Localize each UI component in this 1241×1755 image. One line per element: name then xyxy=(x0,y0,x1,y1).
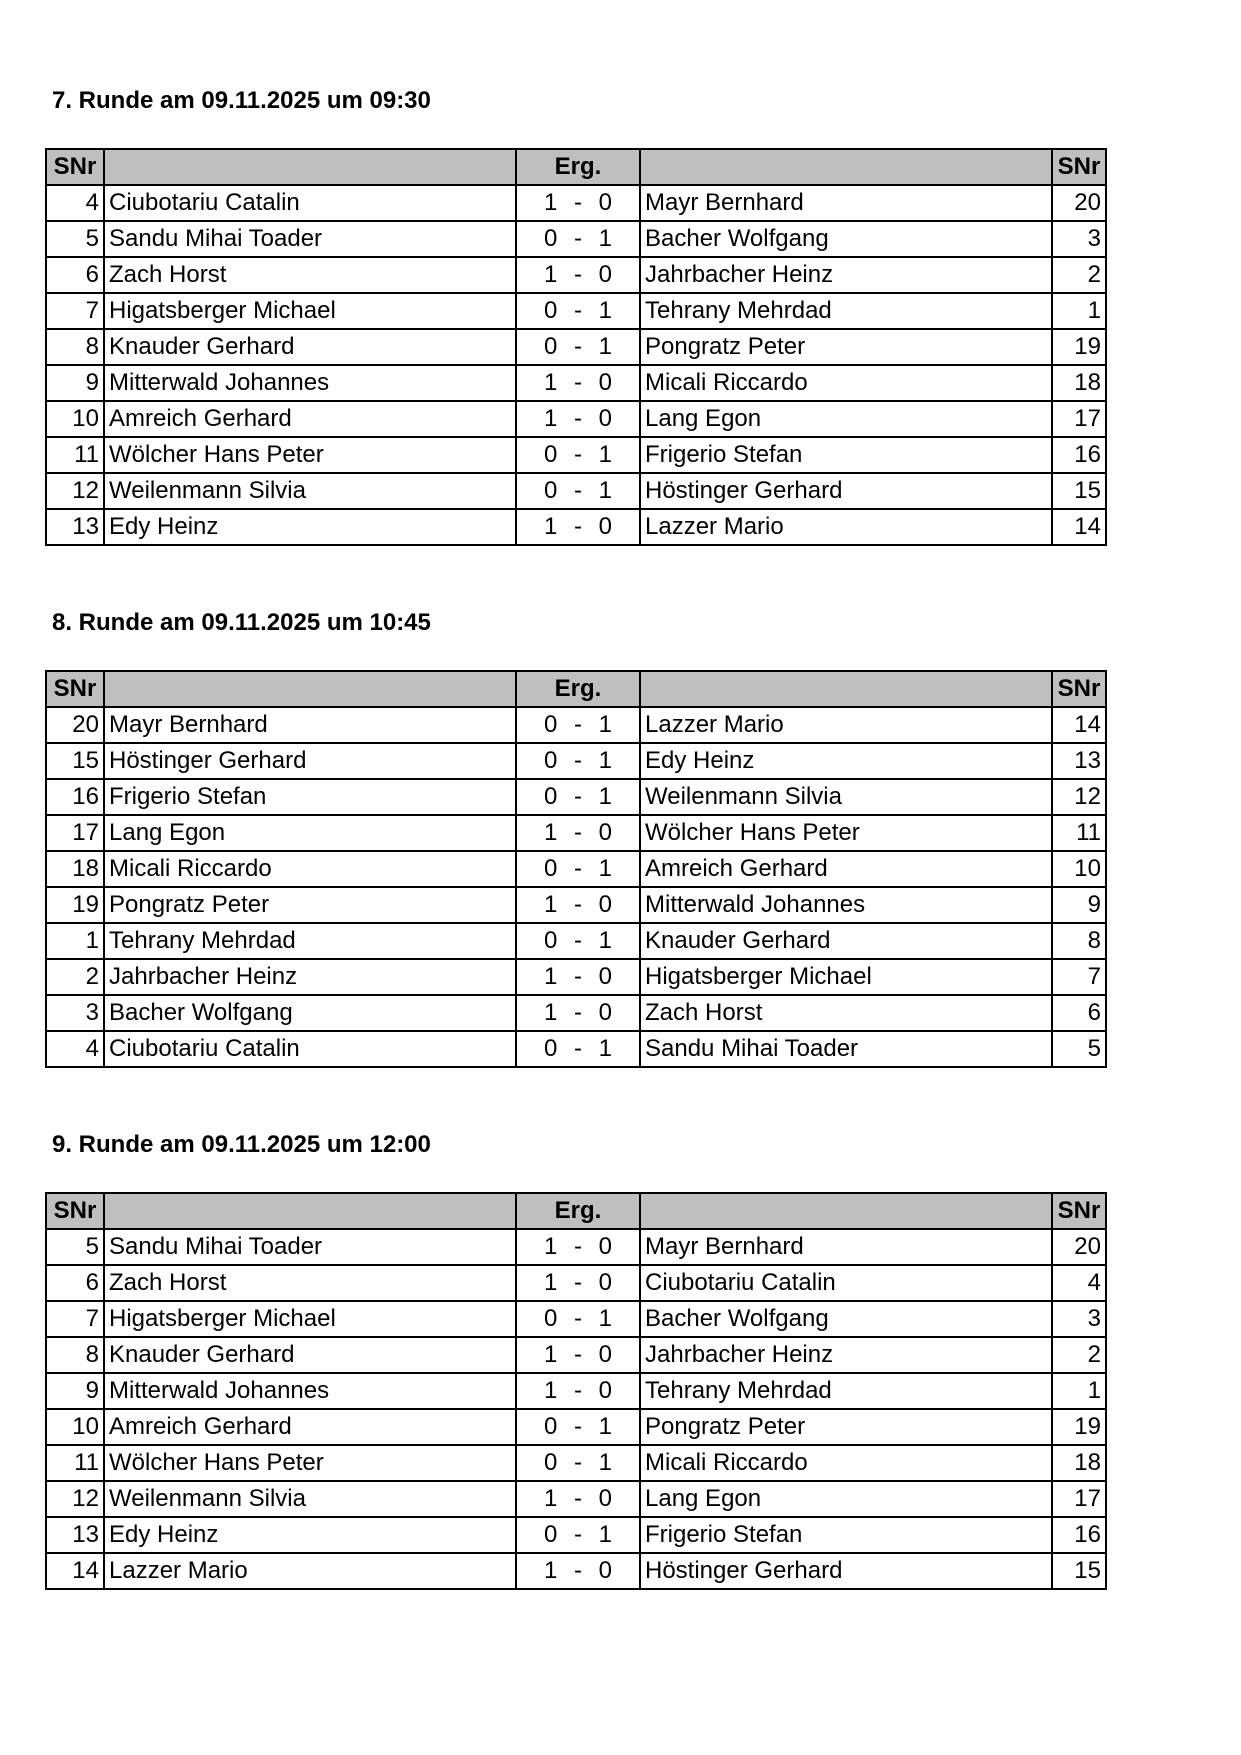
snr-right-cell: 7 xyxy=(1052,959,1106,995)
player-left-cell: Knauder Gerhard xyxy=(104,1337,516,1373)
table-row xyxy=(46,365,1106,401)
result-cell xyxy=(516,401,640,437)
player-right-cell: Mayr Bernhard xyxy=(640,1229,1052,1265)
result-text: 1 - 0 xyxy=(543,261,613,288)
snr-left-cell: 8 xyxy=(46,1337,104,1373)
result-text: 0 - 1 xyxy=(543,1035,613,1062)
header-snr-left: SNr xyxy=(46,149,104,185)
player-left-cell: Frigerio Stefan xyxy=(104,779,516,815)
result-cell xyxy=(516,437,640,473)
table-header-row xyxy=(46,149,1106,185)
result-cell xyxy=(516,1301,640,1337)
table-row xyxy=(46,923,1106,959)
table-row xyxy=(46,743,1106,779)
table-row xyxy=(46,1445,1106,1481)
header-snr-right: SNr xyxy=(1052,671,1106,707)
snr-right-cell: 19 xyxy=(1052,329,1106,365)
snr-left-cell: 11 xyxy=(46,1445,104,1481)
player-left-cell: Lang Egon xyxy=(104,815,516,851)
header-snr-left: SNr xyxy=(46,671,104,707)
snr-right-cell: 15 xyxy=(1052,473,1106,509)
snr-left-cell: 12 xyxy=(46,1481,104,1517)
snr-left-cell: 14 xyxy=(46,1553,104,1589)
snr-left-cell: 2 xyxy=(46,959,104,995)
snr-right-cell: 12 xyxy=(1052,779,1106,815)
result-cell xyxy=(516,923,640,959)
player-left-cell: Jahrbacher Heinz xyxy=(104,959,516,995)
player-left-cell: Zach Horst xyxy=(104,1265,516,1301)
player-right-cell: Tehrany Mehrdad xyxy=(640,1373,1052,1409)
round-title: 9. Runde am 09.11.2025 um 12:00 xyxy=(52,1131,431,1158)
result-text: 0 - 1 xyxy=(543,1305,613,1332)
result-cell xyxy=(516,887,640,923)
result-cell xyxy=(516,1031,640,1067)
result-text: 1 - 0 xyxy=(543,405,613,432)
player-right-cell: Edy Heinz xyxy=(640,743,1052,779)
snr-left-cell: 1 xyxy=(46,923,104,959)
snr-right-cell: 8 xyxy=(1052,923,1106,959)
result-cell xyxy=(516,473,640,509)
player-left-cell: Micali Riccardo xyxy=(104,851,516,887)
result-cell xyxy=(516,1409,640,1445)
pairings-table xyxy=(45,670,1107,1068)
result-text: 1 - 0 xyxy=(543,1557,613,1584)
result-text: 0 - 1 xyxy=(543,441,613,468)
player-right-cell: Ciubotariu Catalin xyxy=(640,1265,1052,1301)
header-name-right xyxy=(640,149,1052,185)
result-cell xyxy=(516,707,640,743)
player-right-cell: Bacher Wolfgang xyxy=(640,221,1052,257)
player-right-cell: Lazzer Mario xyxy=(640,509,1052,545)
result-text: 0 - 1 xyxy=(543,333,613,360)
table-row xyxy=(46,1301,1106,1337)
result-text: 1 - 0 xyxy=(543,1485,613,1512)
player-right-cell: Lang Egon xyxy=(640,1481,1052,1517)
table-row xyxy=(46,185,1106,221)
snr-right-cell: 16 xyxy=(1052,1517,1106,1553)
result-cell xyxy=(516,329,640,365)
player-right-cell: Wölcher Hans Peter xyxy=(640,815,1052,851)
player-left-cell: Bacher Wolfgang xyxy=(104,995,516,1031)
snr-right-cell: 10 xyxy=(1052,851,1106,887)
snr-right-cell: 2 xyxy=(1052,257,1106,293)
table-row xyxy=(46,1265,1106,1301)
player-left-cell: Amreich Gerhard xyxy=(104,401,516,437)
round-title: 7. Runde am 09.11.2025 um 09:30 xyxy=(52,87,431,114)
result-text: 0 - 1 xyxy=(543,1413,613,1440)
pairings-table xyxy=(45,1192,1107,1590)
result-text: 0 - 1 xyxy=(543,711,613,738)
snr-left-cell: 9 xyxy=(46,365,104,401)
snr-right-cell: 15 xyxy=(1052,1553,1106,1589)
result-cell xyxy=(516,293,640,329)
table-row xyxy=(46,779,1106,815)
snr-right-cell: 3 xyxy=(1052,221,1106,257)
player-right-cell: Lang Egon xyxy=(640,401,1052,437)
snr-left-cell: 18 xyxy=(46,851,104,887)
snr-right-cell: 1 xyxy=(1052,293,1106,329)
table-row xyxy=(46,1409,1106,1445)
player-left-cell: Edy Heinz xyxy=(104,509,516,545)
header-name-right xyxy=(640,1193,1052,1229)
header-result: Erg. xyxy=(516,1193,640,1229)
player-right-cell: Weilenmann Silvia xyxy=(640,779,1052,815)
snr-left-cell: 13 xyxy=(46,1517,104,1553)
player-left-cell: Mitterwald Johannes xyxy=(104,365,516,401)
snr-left-cell: 10 xyxy=(46,401,104,437)
snr-left-cell: 15 xyxy=(46,743,104,779)
snr-right-cell: 9 xyxy=(1052,887,1106,923)
player-left-cell: Higatsberger Michael xyxy=(104,293,516,329)
player-left-cell: Ciubotariu Catalin xyxy=(104,185,516,221)
table-row xyxy=(46,509,1106,545)
result-cell xyxy=(516,1373,640,1409)
result-cell xyxy=(516,815,640,851)
player-right-cell: Höstinger Gerhard xyxy=(640,1553,1052,1589)
result-text: 0 - 1 xyxy=(543,1521,613,1548)
result-text: 1 - 0 xyxy=(543,819,613,846)
player-right-cell: Micali Riccardo xyxy=(640,365,1052,401)
player-right-cell: Micali Riccardo xyxy=(640,1445,1052,1481)
table-row xyxy=(46,1553,1106,1589)
player-right-cell: Mayr Bernhard xyxy=(640,185,1052,221)
result-cell xyxy=(516,743,640,779)
result-text: 0 - 1 xyxy=(543,477,613,504)
player-left-cell: Wölcher Hans Peter xyxy=(104,437,516,473)
snr-right-cell: 13 xyxy=(1052,743,1106,779)
header-result: Erg. xyxy=(516,149,640,185)
pairings-table xyxy=(45,148,1107,546)
snr-right-cell: 18 xyxy=(1052,1445,1106,1481)
player-left-cell: Weilenmann Silvia xyxy=(104,1481,516,1517)
snr-left-cell: 7 xyxy=(46,1301,104,1337)
player-right-cell: Lazzer Mario xyxy=(640,707,1052,743)
result-cell xyxy=(516,257,640,293)
snr-right-cell: 11 xyxy=(1052,815,1106,851)
snr-right-cell: 17 xyxy=(1052,401,1106,437)
table-row xyxy=(46,1481,1106,1517)
player-left-cell: Mitterwald Johannes xyxy=(104,1373,516,1409)
result-cell xyxy=(516,959,640,995)
header-snr-left: SNr xyxy=(46,1193,104,1229)
player-right-cell: Pongratz Peter xyxy=(640,329,1052,365)
result-cell xyxy=(516,509,640,545)
table-row xyxy=(46,995,1106,1031)
result-cell xyxy=(516,221,640,257)
result-cell xyxy=(516,1229,640,1265)
player-right-cell: Frigerio Stefan xyxy=(640,1517,1052,1553)
snr-left-cell: 4 xyxy=(46,185,104,221)
result-cell xyxy=(516,779,640,815)
snr-left-cell: 10 xyxy=(46,1409,104,1445)
player-right-cell: Higatsberger Michael xyxy=(640,959,1052,995)
snr-right-cell: 20 xyxy=(1052,185,1106,221)
snr-left-cell: 16 xyxy=(46,779,104,815)
player-left-cell: Sandu Mihai Toader xyxy=(104,1229,516,1265)
player-right-cell: Höstinger Gerhard xyxy=(640,473,1052,509)
player-left-cell: Höstinger Gerhard xyxy=(104,743,516,779)
player-right-cell: Pongratz Peter xyxy=(640,1409,1052,1445)
snr-right-cell: 4 xyxy=(1052,1265,1106,1301)
player-left-cell: Sandu Mihai Toader xyxy=(104,221,516,257)
result-text: 1 - 0 xyxy=(543,999,613,1026)
table-row xyxy=(46,293,1106,329)
player-left-cell: Edy Heinz xyxy=(104,1517,516,1553)
snr-left-cell: 9 xyxy=(46,1373,104,1409)
table-row xyxy=(46,1229,1106,1265)
result-text: 1 - 0 xyxy=(543,1233,613,1260)
table-row xyxy=(46,1337,1106,1373)
result-cell xyxy=(516,1445,640,1481)
result-text: 0 - 1 xyxy=(543,855,613,882)
table-row xyxy=(46,221,1106,257)
round-7-section xyxy=(45,84,1105,546)
snr-left-cell: 20 xyxy=(46,707,104,743)
player-right-cell: Jahrbacher Heinz xyxy=(640,257,1052,293)
snr-left-cell: 8 xyxy=(46,329,104,365)
round-title: 8. Runde am 09.11.2025 um 10:45 xyxy=(52,609,431,636)
snr-left-cell: 19 xyxy=(46,887,104,923)
result-cell xyxy=(516,365,640,401)
player-left-cell: Amreich Gerhard xyxy=(104,1409,516,1445)
player-right-cell: Frigerio Stefan xyxy=(640,437,1052,473)
table-row xyxy=(46,851,1106,887)
snr-left-cell: 13 xyxy=(46,509,104,545)
table-row xyxy=(46,887,1106,923)
result-text: 1 - 0 xyxy=(543,963,613,990)
table-row xyxy=(46,707,1106,743)
player-left-cell: Higatsberger Michael xyxy=(104,1301,516,1337)
player-right-cell: Zach Horst xyxy=(640,995,1052,1031)
round-9-section xyxy=(45,1128,1105,1590)
player-left-cell: Tehrany Mehrdad xyxy=(104,923,516,959)
player-left-cell: Knauder Gerhard xyxy=(104,329,516,365)
table-row xyxy=(46,401,1106,437)
table-header-row xyxy=(46,671,1106,707)
player-left-cell: Weilenmann Silvia xyxy=(104,473,516,509)
result-cell xyxy=(516,1517,640,1553)
snr-left-cell: 6 xyxy=(46,1265,104,1301)
result-text: 1 - 0 xyxy=(543,1377,613,1404)
snr-right-cell: 18 xyxy=(1052,365,1106,401)
table-header-row xyxy=(46,1193,1106,1229)
result-text: 1 - 0 xyxy=(543,1269,613,1296)
player-left-cell: Zach Horst xyxy=(104,257,516,293)
table-row xyxy=(46,257,1106,293)
result-text: 1 - 0 xyxy=(543,189,613,216)
player-right-cell: Jahrbacher Heinz xyxy=(640,1337,1052,1373)
snr-right-cell: 19 xyxy=(1052,1409,1106,1445)
snr-right-cell: 5 xyxy=(1052,1031,1106,1067)
header-result: Erg. xyxy=(516,671,640,707)
snr-right-cell: 1 xyxy=(1052,1373,1106,1409)
snr-left-cell: 3 xyxy=(46,995,104,1031)
snr-left-cell: 6 xyxy=(46,257,104,293)
snr-left-cell: 5 xyxy=(46,221,104,257)
header-snr-right: SNr xyxy=(1052,149,1106,185)
result-cell xyxy=(516,995,640,1031)
player-right-cell: Tehrany Mehrdad xyxy=(640,293,1052,329)
snr-left-cell: 12 xyxy=(46,473,104,509)
result-cell xyxy=(516,851,640,887)
snr-right-cell: 16 xyxy=(1052,437,1106,473)
table-row xyxy=(46,815,1106,851)
result-text: 1 - 0 xyxy=(543,513,613,540)
table-row xyxy=(46,1373,1106,1409)
header-name-right xyxy=(640,671,1052,707)
result-text: 0 - 1 xyxy=(543,297,613,324)
snr-left-cell: 7 xyxy=(46,293,104,329)
snr-right-cell: 3 xyxy=(1052,1301,1106,1337)
player-left-cell: Ciubotariu Catalin xyxy=(104,1031,516,1067)
result-cell xyxy=(516,1265,640,1301)
player-right-cell: Amreich Gerhard xyxy=(640,851,1052,887)
player-left-cell: Mayr Bernhard xyxy=(104,707,516,743)
snr-right-cell: 2 xyxy=(1052,1337,1106,1373)
snr-right-cell: 20 xyxy=(1052,1229,1106,1265)
snr-left-cell: 4 xyxy=(46,1031,104,1067)
result-text: 0 - 1 xyxy=(543,747,613,774)
table-row xyxy=(46,1031,1106,1067)
result-text: 1 - 0 xyxy=(543,1341,613,1368)
result-text: 0 - 1 xyxy=(543,1449,613,1476)
header-name-left xyxy=(104,1193,516,1229)
table-row xyxy=(46,473,1106,509)
header-snr-right: SNr xyxy=(1052,1193,1106,1229)
table-row xyxy=(46,1517,1106,1553)
header-name-left xyxy=(104,671,516,707)
player-right-cell: Sandu Mihai Toader xyxy=(640,1031,1052,1067)
header-name-left xyxy=(104,149,516,185)
snr-left-cell: 17 xyxy=(46,815,104,851)
player-left-cell: Lazzer Mario xyxy=(104,1553,516,1589)
player-right-cell: Mitterwald Johannes xyxy=(640,887,1052,923)
snr-right-cell: 14 xyxy=(1052,707,1106,743)
snr-left-cell: 11 xyxy=(46,437,104,473)
snr-right-cell: 17 xyxy=(1052,1481,1106,1517)
result-text: 1 - 0 xyxy=(543,891,613,918)
result-cell xyxy=(516,1337,640,1373)
player-left-cell: Pongratz Peter xyxy=(104,887,516,923)
result-text: 0 - 1 xyxy=(543,927,613,954)
result-cell xyxy=(516,185,640,221)
result-text: 1 - 0 xyxy=(543,369,613,396)
round-8-section xyxy=(45,606,1105,1068)
result-text: 0 - 1 xyxy=(543,783,613,810)
snr-right-cell: 6 xyxy=(1052,995,1106,1031)
player-right-cell: Knauder Gerhard xyxy=(640,923,1052,959)
table-row xyxy=(46,959,1106,995)
player-right-cell: Bacher Wolfgang xyxy=(640,1301,1052,1337)
result-text: 0 - 1 xyxy=(543,225,613,252)
result-cell xyxy=(516,1553,640,1589)
player-left-cell: Wölcher Hans Peter xyxy=(104,1445,516,1481)
result-cell xyxy=(516,1481,640,1517)
table-row xyxy=(46,437,1106,473)
snr-left-cell: 5 xyxy=(46,1229,104,1265)
table-row xyxy=(46,329,1106,365)
snr-right-cell: 14 xyxy=(1052,509,1106,545)
